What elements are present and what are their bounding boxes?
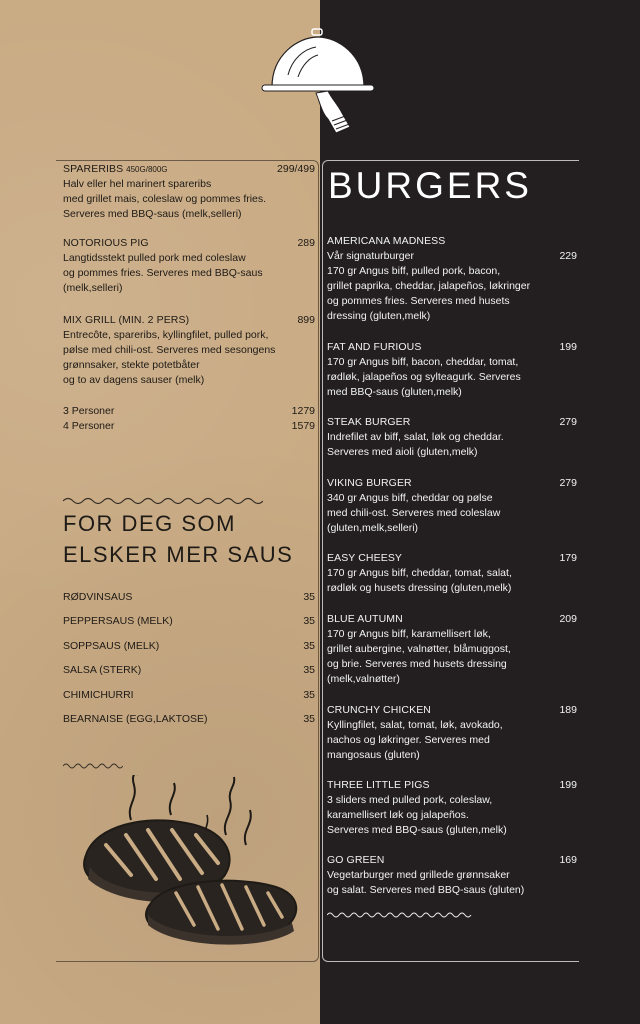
sauce-name: CHIMICHURRI bbox=[63, 689, 134, 701]
menu-item-easy-cheesy bbox=[327, 551, 577, 596]
sauce-name: BEARNAISE (EGG,LAKTOSE) bbox=[63, 713, 208, 725]
sauce-row bbox=[63, 640, 315, 652]
wavy-divider-right bbox=[327, 911, 472, 919]
item-subtitle: Vår signaturburger bbox=[327, 250, 414, 262]
item-price: 189 bbox=[559, 704, 577, 716]
sauce-row bbox=[63, 615, 315, 627]
persons-label: 3 Personer bbox=[63, 405, 115, 417]
sauce-name: RØDVINSAUS bbox=[63, 591, 133, 603]
menu-item-crunchy-chicken bbox=[327, 703, 577, 763]
persons-price: 1579 bbox=[291, 420, 315, 432]
persons-label: 4 Personer bbox=[63, 420, 115, 432]
sauce-row bbox=[63, 689, 315, 701]
item-price: 299/499 bbox=[277, 163, 315, 175]
persons-price: 1279 bbox=[291, 405, 315, 417]
item-price: 199 bbox=[559, 779, 577, 791]
steak-icon bbox=[76, 775, 306, 945]
item-price: 229 bbox=[559, 250, 577, 262]
menu-item-blue-autumn bbox=[327, 612, 577, 687]
item-name: VIKING BURGER bbox=[327, 477, 412, 489]
item-price: 279 bbox=[559, 477, 577, 489]
menu-item-go-green bbox=[327, 853, 577, 898]
item-name: FAT AND FURIOUS bbox=[327, 341, 422, 353]
sauce-price: 35 bbox=[303, 640, 315, 652]
sauce-price: 35 bbox=[303, 615, 315, 627]
sauce-title-line: ELSKER MER SAUS bbox=[63, 542, 294, 567]
sauce-section-title bbox=[63, 508, 313, 570]
item-description: Vegetarburger med grillede grønnsaker og salat. Serveres med BBQ-saus (gluten) bbox=[327, 869, 525, 896]
sauce-price: 35 bbox=[303, 713, 315, 725]
menu-item-steak-burger bbox=[327, 415, 577, 460]
menu-item-fat-and-furious bbox=[327, 340, 577, 400]
sauce-row bbox=[63, 664, 315, 676]
sauce-row bbox=[63, 713, 315, 725]
sauce-price: 35 bbox=[303, 591, 315, 603]
item-name: SPARERIBS bbox=[63, 163, 124, 175]
item-size: 450G/800G bbox=[126, 165, 168, 174]
sauce-price: 35 bbox=[303, 664, 315, 676]
sauce-price: 35 bbox=[303, 689, 315, 701]
item-price: 209 bbox=[559, 613, 577, 625]
item-name: AMERICANA MADNESS bbox=[327, 235, 446, 247]
menu-item-notorious-pig bbox=[63, 236, 315, 296]
item-description: 340 gr Angus biff, cheddar og pølse med chili-ost. Serveres med coleslaw (gluten,melk,selleri) bbox=[327, 492, 501, 534]
menu-item-viking-burger bbox=[327, 476, 577, 536]
menu-item-spareribs bbox=[63, 162, 315, 222]
right-panel bbox=[320, 0, 640, 1024]
item-description: 170 gr Angus biff, karamellisert løk, grillet aubergine, valnøtter, blåmuggost, og brie. Serveres med husets dressing (melk,valnøtter) bbox=[327, 628, 511, 685]
item-name: BLUE AUTUMN bbox=[327, 613, 403, 625]
item-description: Entrecôte, spareribs, kyllingfilet, pulled pork, pølse med chili-ost. Serveres med sesongens grønnsaker, stekte potetbåter og to av dagens sauser (melk) bbox=[63, 329, 276, 386]
item-price: 279 bbox=[559, 416, 577, 428]
menu-item-mix-grill bbox=[63, 313, 315, 388]
sauce-title-line: FOR DEG SOM bbox=[63, 511, 236, 536]
item-price: 899 bbox=[297, 314, 315, 326]
menu-item-americana-madness bbox=[327, 234, 577, 324]
sauce-name: SALSA (STERK) bbox=[63, 664, 142, 676]
persons-row bbox=[63, 419, 315, 434]
cloche-hand-icon bbox=[258, 25, 378, 140]
sauce-row bbox=[63, 591, 315, 603]
item-description: 170 gr Angus biff, pulled pork, bacon, grillet paprika, cheddar, jalapeños, løkringer og pommes fries. Serveres med husets dressing (gluten,melk) bbox=[327, 265, 531, 322]
item-description: Halv eller hel marinert spareribs med grillet mais, coleslaw og pommes fries. Serveres med BBQ-saus (melk,selleri) bbox=[63, 178, 267, 220]
item-price: 199 bbox=[559, 341, 577, 353]
sauce-name: PEPPERSAUS (MELK) bbox=[63, 615, 173, 627]
item-description: 170 gr Angus biff, bacon, cheddar, tomat, rødløk, jalapeños og sylteagurk. Serveres med BBQ-saus (gluten,melk) bbox=[327, 356, 521, 398]
wavy-divider bbox=[63, 496, 263, 506]
item-description: Langtidsstekt pulled pork med coleslaw og pommes fries. Serveres med BBQ-saus (melk,selleri) bbox=[63, 252, 263, 294]
item-name: EASY CHEESY bbox=[327, 552, 403, 564]
item-name: MIX GRILL (MIN. 2 PERS) bbox=[63, 314, 190, 326]
persons-list bbox=[63, 404, 315, 434]
item-price: 169 bbox=[559, 854, 577, 866]
sauce-name: SOPPSAUS (MELK) bbox=[63, 640, 160, 652]
item-description: 170 gr Angus biff, cheddar, tomat, salat, rødløk og husets dressing (gluten,melk) bbox=[327, 567, 512, 594]
menu-item-three-little-pigs bbox=[327, 778, 577, 838]
item-price: 289 bbox=[297, 237, 315, 249]
item-price: 179 bbox=[559, 552, 577, 564]
item-name: NOTORIOUS PIG bbox=[63, 237, 149, 249]
item-name: GO GREEN bbox=[327, 854, 385, 866]
item-name: STEAK BURGER bbox=[327, 416, 411, 428]
item-description: Indrefilet av biff, salat, løk og cheddar. Serveres med aioli (gluten,melk) bbox=[327, 431, 504, 458]
item-name: CRUNCHY CHICKEN bbox=[327, 704, 431, 716]
persons-row bbox=[63, 404, 315, 419]
burgers-title: BURGERS bbox=[328, 165, 532, 206]
item-name: THREE LITTLE PIGS bbox=[327, 779, 430, 791]
item-description: Kyllingfilet, salat, tomat, løk, avokado, nachos og løkringer. Serveres med mangosaus (gluten) bbox=[327, 719, 503, 761]
item-description: 3 sliders med pulled pork, coleslaw, karamellisert løk og jalapeños. Serveres med BBQ-saus (gluten,melk) bbox=[327, 794, 507, 836]
wavy-divider-small bbox=[63, 762, 123, 770]
